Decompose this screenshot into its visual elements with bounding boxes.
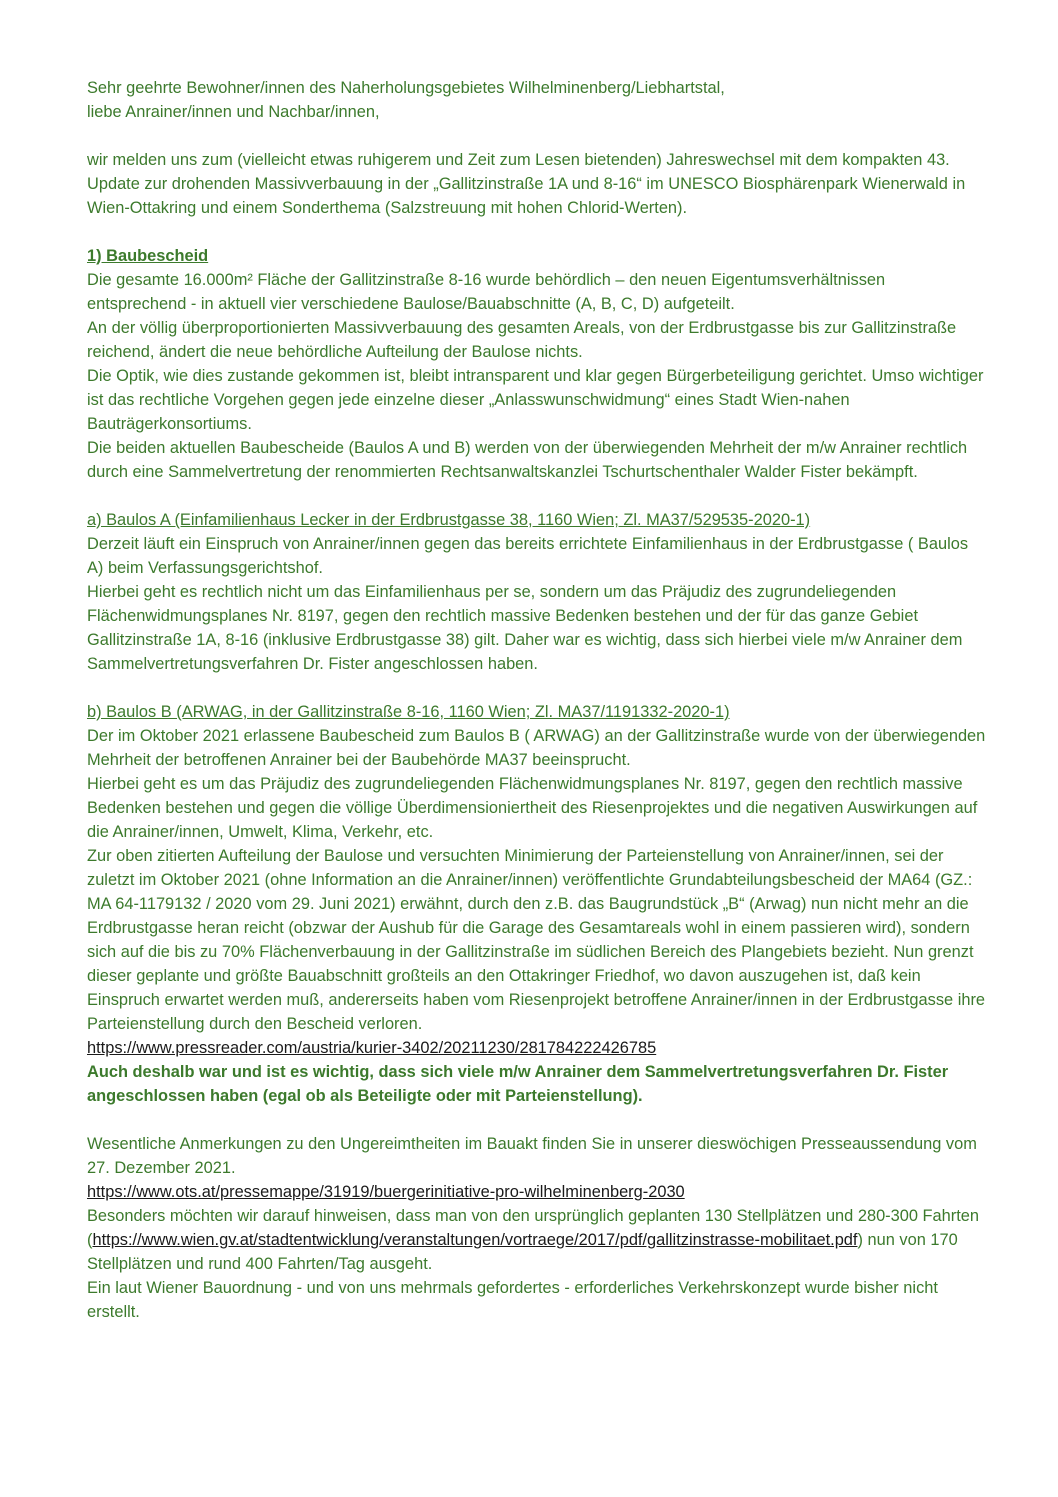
greeting-line-1: Sehr geehrte Bewohner/innen des Naherholungsgebietes Wilhelminenberg/Liebhartstal, — [87, 79, 725, 97]
spacer — [87, 124, 987, 148]
section-1-heading: 1) Baubescheid — [87, 247, 209, 265]
parking-text-after: ) nun von 170 Stellplätzen und rund 400 Fahrten/Tag ausgeht. — [87, 1231, 958, 1273]
section-b-heading: b) Baulos B (ARWAG, in der Gallitzinstraße 8-16, 1160 Wien; Zl. MA37/1191332-2020-1) — [87, 703, 730, 721]
parking-text-before: Besonders möchten wir darauf hinweisen, dass man von den ursprünglich geplanten 130 Stellplätzen und 280-300 Fahrten — [87, 1207, 980, 1225]
parking-link-line — [87, 1228, 987, 1276]
section-1-paragraph: Die gesamte 16.000m² Fläche der Gallitzinstraße 8-16 wurde behördlich – den neuen Eigentumsverhältnissen entsprechend - in aktuell vier verschiedene Baulose/Bauabschnitte (A, B, C, D) aufgeteilt. — [87, 271, 886, 313]
spacer — [87, 1108, 987, 1132]
intro-paragraph: wir melden uns zum (vielleicht etwas ruhigerem und Zeit zum Lesen bietenden) Jahreswechsel mit dem kompakten 43. Update zur drohenden Massivverbauung in der „Gallitzinstraße 1A und 8-16“ im UNESCO Biosphärenpark Wienerwald in Wien-Ottakring und einem Sonderthema (Salzstreuung mit hohen Chlorid-Werten). — [87, 151, 966, 217]
section-a-paragraph: Derzeit läuft ein Einspruch von Anrainer/innen gegen das bereits errichtete Einfamilienhaus in der Erdbrustgasse ( Baulos A) beim Verfassungsgerichtshof. — [87, 535, 969, 577]
ots-press-release-link[interactable]: https://www.ots.at/pressemappe/31919/buergerinitiative-pro-wilhelminenberg-2030 — [87, 1183, 685, 1201]
parking-link-open-paren: ( — [87, 1231, 93, 1249]
greeting-line-2: liebe Anrainer/innen und Nachbar/innen, — [87, 103, 380, 121]
section-b-bold-note: Auch deshalb war und ist es wichtig, dass sich viele m/w Anrainer dem Sammelvertretungsverfahren Dr. Fister angeschlossen haben (egal ob als Beteiligte oder mit Parteienstellung). — [87, 1063, 949, 1105]
spacer — [87, 220, 987, 244]
section-a-paragraph: Hierbei geht es rechtlich nicht um das Einfamilienhaus per se, sondern um das Präjudiz des zugrundeliegenden Flächenwidmungsplanes Nr. 8197, gegen den rechtlich massive Bedenken bestehen und der für das ganze Gebiet Gallitzinstraße 1A, 8-16 (inklusive Erdbrustgasse 38) gilt. Daher war es wichtig, dass sich hierbei viele m/w Anrainer dem Sammelvertretungsverfahren Dr. Fister angeschlossen haben. — [87, 583, 963, 673]
letter-page — [87, 76, 987, 1324]
press-release-text: Wesentliche Anmerkungen zu den Ungereimtheiten im Bauakt finden Sie in unserer dieswöchigen Presseaussendung vom 27. Dezember 2021. — [87, 1135, 977, 1177]
section-1-paragraph: Die beiden aktuellen Baubescheide (Baulos A und B) werden von der überwiegenden Mehrheit der m/w Anrainer rechtlich durch eine Sammelvertretung der renommierten Rechtsanwaltskanzlei Tschurtschenthaler Walder Fister bekämpft. — [87, 439, 968, 481]
section-b-paragraph: Hierbei geht es um das Präjudiz des zugrundeliegenden Flächenwidmungsplanes Nr. 8197, gegen den rechtlich massive Bedenken bestehen und gegen die völlige Überdimensioniertheit des Riesenprojektes und die negativen Auswirkungen auf die Anrainer/innen, Umwelt, Klima, Verkehr, etc. — [87, 775, 978, 841]
section-1-paragraph: An der völlig überproportionierten Massivverbauung des gesamten Areals, von der Erdbrustgasse bis zur Gallitzinstraße reichend, ändert die neue behördliche Aufteilung der Baulose nichts. — [87, 319, 957, 361]
traffic-concept-paragraph: Ein laut Wiener Bauordnung - und von uns mehrmals gefordertes - erforderliches Verkehrskonzept wurde bisher nicht erstellt. — [87, 1279, 938, 1321]
mobility-pdf-link[interactable]: https://www.wien.gv.at/stadtentwicklung/veranstaltungen/vortraege/2017/pdf/gallitzinstrasse-mobilitaet.pdf — [92, 1231, 858, 1249]
section-b-paragraph: Der im Oktober 2021 erlassene Baubescheid zum Baulos B ( ARWAG) an der Gallitzinstraße wurde von der überwiegenden Mehrheit der betroffenen Anrainer bei der Baubehörde MA37 beeinsprucht. — [87, 727, 986, 769]
section-1-paragraph: Die Optik, wie dies zustande gekommen ist, bleibt intransparent und klar gegen Bürgerbeteiligung gerichtet. Umso wichtiger ist das rechtliche Vorgehen gegen jede einzelne dieser „Anlasswunschwidmung“ eines Stadt Wien-nahen Bauträgerkonsortiums. — [87, 367, 984, 433]
spacer — [87, 484, 987, 508]
section-b-paragraph: Zur oben zitierten Aufteilung der Baulose und versuchten Minimierung der Parteienstellung von Anrainer/innen, sei der zuletzt im Oktober 2021 (ohne Information an die Anrainer/innen) veröffentlichte Grundabteilungsbescheid der MA64 (GZ.: MA 64-1179132 / 2020 vom 29. Juni 2021) erwähnt, durch den z.B. das Baugrundstück „B“ (Arwag) nun nicht mehr an die Erdbrustgasse heran reicht (obzwar der Aushub für die Garage des Gesamtareals wohl in einem passieren wird), sondern sich auf die bis zu 70% Flächenverbauung in der Gallitzinstraße im südlichen Bereich des Plangebiets bezieht. Nun grenzt dieser geplante und größte Bauabschnitt großteils an den Ottakringer Friedhof, wo davon auszugehen ist, daß kein Einspruch erwartet werden muß, andererseits haben vom Riesenprojekt betroffene Anrainer/innen in der Erdbrustgasse ihre Parteienstellung durch den Bescheid verloren. — [87, 847, 986, 1033]
spacer — [87, 676, 987, 700]
section-a-heading: a) Baulos A (Einfamilienhaus Lecker in der Erdbrustgasse 38, 1160 Wien; Zl. MA37/529535-2020-1) — [87, 511, 811, 529]
kurier-article-link[interactable]: https://www.pressreader.com/austria/kurier-3402/20211230/281784222426785 — [87, 1039, 657, 1057]
